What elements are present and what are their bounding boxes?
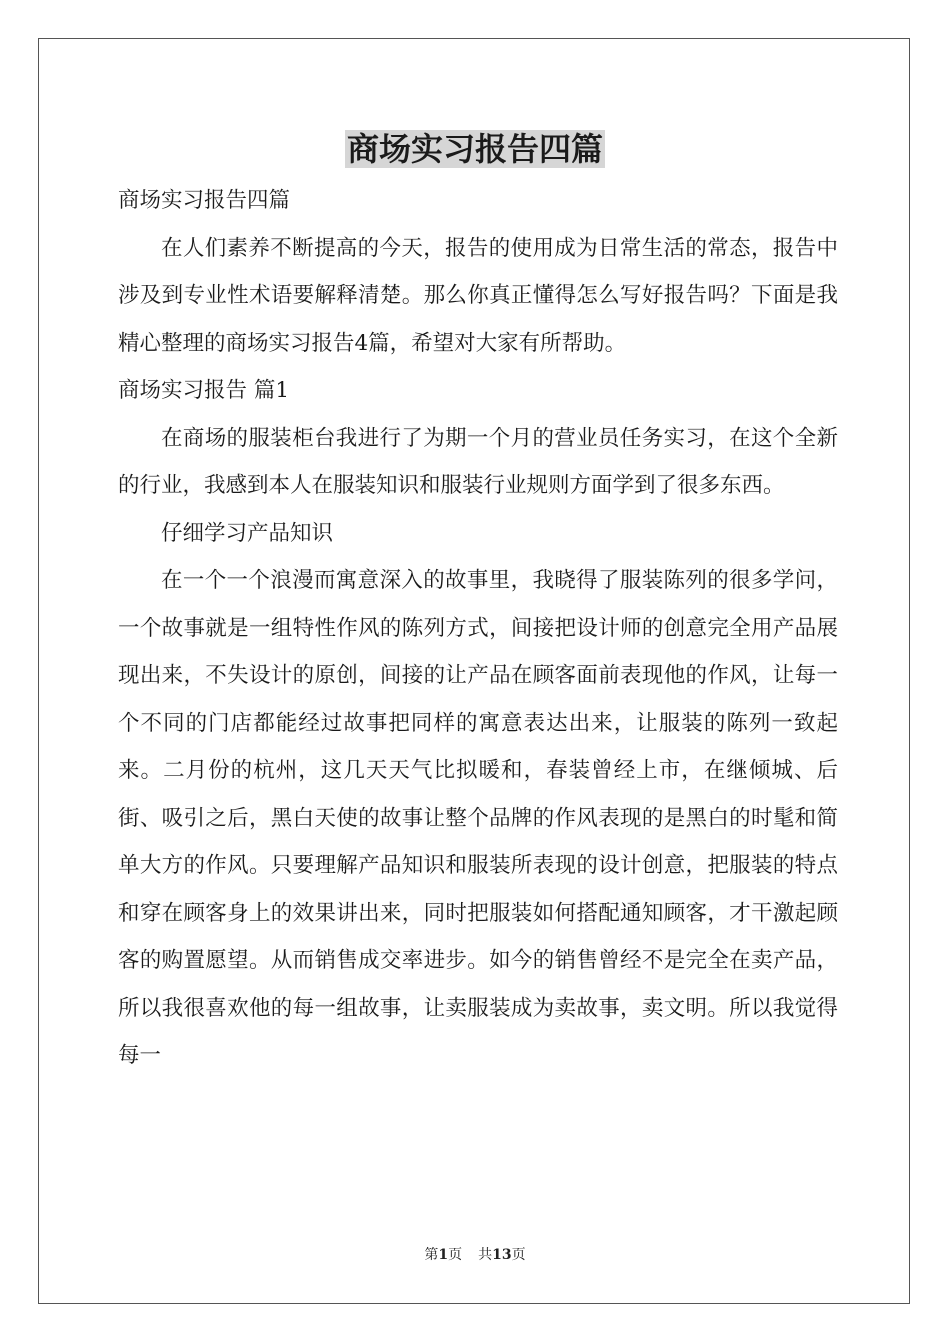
section-heading: 商场实习报告 篇1 bbox=[118, 378, 290, 403]
subheading-paragraph: 仔细学习产品知识 bbox=[161, 520, 334, 546]
document-title-text: 商场实习报告四篇 bbox=[346, 130, 603, 168]
document-body bbox=[118, 177, 838, 1080]
document-subtitle: 商场实习报告四篇 bbox=[118, 188, 291, 213]
intro-paragraph: 在人们素养不断提高的今天，报告的使用成为日常生活的常态，报告中涉及到专业性术语要解释清楚。那么你真正懂得怎么写好报告吗？下面是我精心整理的商场实习报告4篇，希望对大家有所帮助。 bbox=[118, 235, 838, 356]
page-footer bbox=[0, 1245, 950, 1265]
total-prefix: 共 bbox=[478, 1247, 493, 1263]
page-prefix: 第 bbox=[424, 1247, 439, 1263]
total-pages: 13 bbox=[492, 1247, 512, 1263]
total-suffix: 页 bbox=[511, 1247, 526, 1263]
document-title bbox=[0, 124, 950, 174]
page-suffix: 页 bbox=[448, 1247, 463, 1263]
page-number: 1 bbox=[438, 1247, 449, 1263]
body-paragraph: 在商场的服装柜台我进行了为期一个月的营业员任务实习，在这个全新的行业，我感到本人在服装知识和服装行业规则方面学到了很多东西。 bbox=[118, 425, 838, 498]
body-paragraph: 在一个一个浪漫而寓意深入的故事里，我晓得了服装陈列的很多学问，一个故事就是一组特性作风的陈列方式，间接把设计师的创意完全用产品展现出来，不失设计的原创，间接的让产品在顾客面前表现他的作风，让每一个不同的门店都能经过故事把同样的寓意表达出来，让服装的陈列一致起来。二月份的杭州，这几天天气比拟暖和，春装曾经上市，在继倾城、后街、吸引之后，黑白天使的故事让整个品牌的作风表现的是黑白的时髦和简单大方的作风。只要理解产品知识和服装所表现的设计创意，把服装的特点和穿在顾客身上的效果讲出来，同时把服装如何搭配通知顾客，才干激起顾客的购置愿望。从而销售成交率进步。如今的销售曾经不是完全在卖产品，所以我很喜欢他的每一组故事，让卖服装成为卖故事，卖文明。所以我觉得每一 bbox=[118, 568, 838, 1068]
